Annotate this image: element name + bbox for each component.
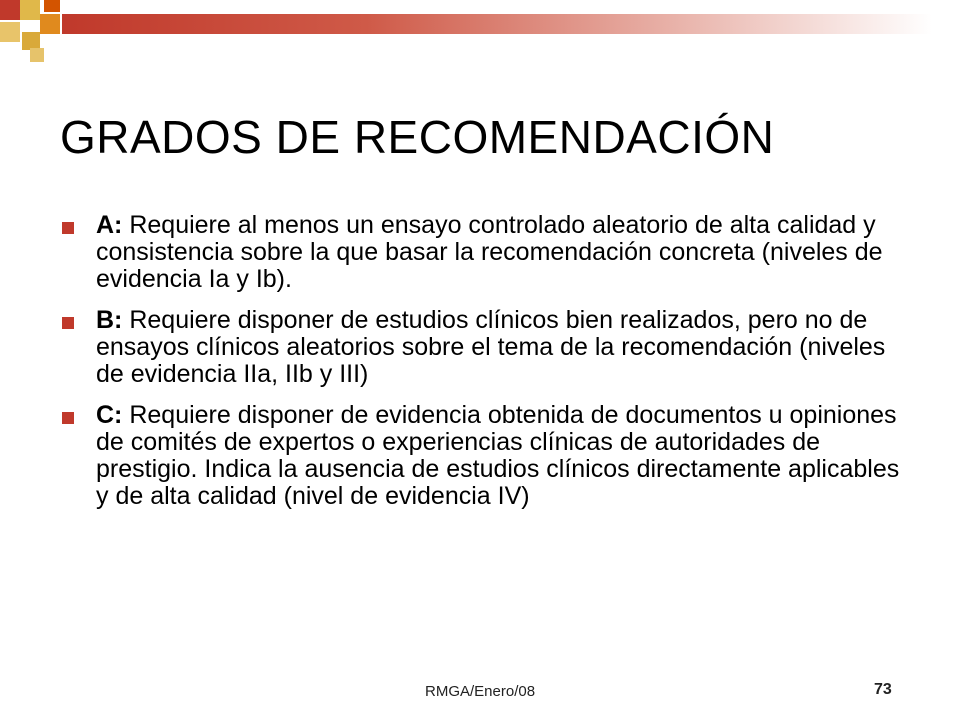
bullet-item-c <box>62 402 912 510</box>
square-bullet-icon <box>62 412 74 424</box>
page-number: 73 <box>874 681 892 698</box>
decorative-square <box>30 48 44 62</box>
bullet-text: Requiere disponer de estudios clínicos bien realizados, pero no de ensayos clínicos aleatorios sobre el tema de la recomendación (niveles de evidencia IIa, IIb y III) <box>96 306 886 388</box>
bullet-list <box>62 212 912 524</box>
bullet-item-b <box>62 307 912 388</box>
bullet-item-a <box>62 212 912 293</box>
decorative-square <box>20 0 40 20</box>
decorative-square <box>44 0 60 12</box>
decorative-gradient-bar <box>62 14 932 34</box>
square-bullet-icon <box>62 222 74 234</box>
decorative-square <box>40 14 60 34</box>
decorative-square <box>0 22 20 42</box>
bullet-key: C: <box>96 401 123 429</box>
decorative-square <box>0 0 20 20</box>
footer-text: RMGA/Enero/08 <box>425 683 536 700</box>
bullet-key: B: <box>96 306 123 334</box>
bullet-text: Requiere al menos un ensayo controlado aleatorio de alta calidad y consistencia sobre la que basar la recomendación concreta (niveles de evidencia Ia y Ib). <box>96 211 883 293</box>
bullet-text: Requiere disponer de evidencia obtenida de documentos u opiniones de comités de expertos o experiencias clínicas de autoridades de prestigio. Indica la ausencia de estudios clínicos directamente aplicables y de alta calidad (nivel de evidencia IV) <box>96 401 900 510</box>
slide-title: GRADOS DE RECOMENDACIÓN <box>60 110 775 163</box>
bullet-key: A: <box>96 211 123 239</box>
square-bullet-icon <box>62 317 74 329</box>
